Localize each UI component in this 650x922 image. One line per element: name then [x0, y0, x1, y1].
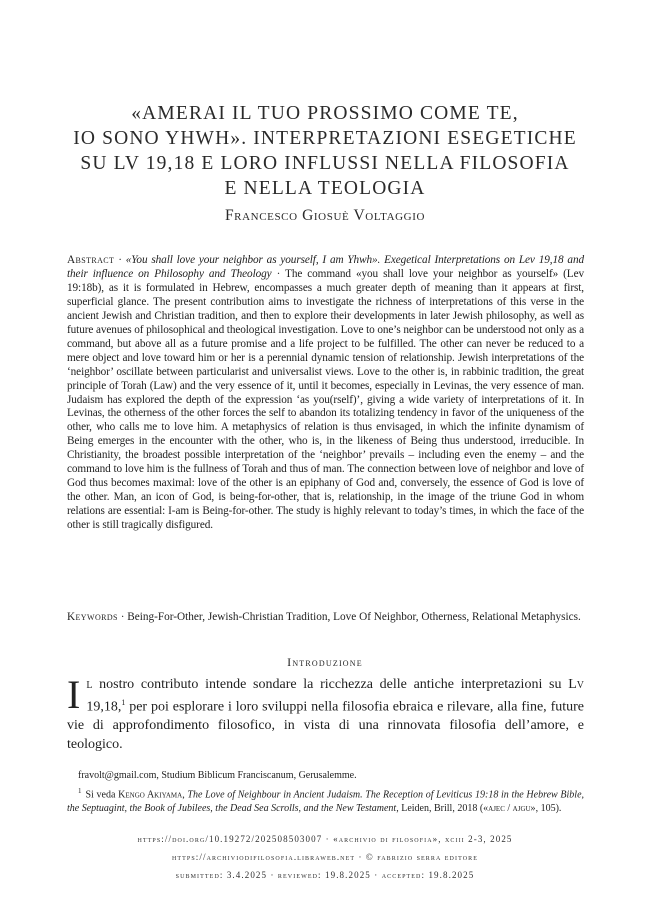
footnote-marker[interactable]: 1: [121, 698, 126, 708]
footnote-1-sep: ,: [182, 789, 188, 801]
author-affiliation-note: fravolt@gmail.com, Studium Biblicum Franciscanum, Gerusalemme.: [78, 770, 357, 781]
body-text-1: nostro contributo intende sondare la ricchezza delle antiche interpretazioni su: [92, 677, 569, 692]
keywords-label: Keywords: [67, 611, 118, 623]
title-line-2: IO SONO YHWH». INTERPRETAZIONI ESEGETICHE: [73, 128, 577, 149]
journal-url-line[interactable]: https://archiviodifilosofia.libraweb.net · © fabrizio serra editore: [171, 852, 479, 862]
body-paragraph: [67, 672, 584, 754]
section-heading: Introduzione: [287, 655, 363, 669]
drop-cap: I: [67, 672, 81, 717]
doi-line[interactable]: https://doi.org/10.19272/202508503007 · «archivio di filosofia», xciii 2-3, 2025: [137, 834, 513, 844]
submission-dates: submitted: 3.4.2025 · reviewed: 19.8.2025 · accepted: 19.8.2025: [175, 870, 475, 880]
body-text-2: per poi esplorare i loro sviluppi nella filosofia ebraica e rilevare, alla fine, future vie di approfondimento filosofico, in vista di una rinnovata filosofia dell’amore, e teologico.: [67, 700, 584, 752]
abstract-english-title: «You shall love your neighbor as yourself, I am Yhwh». Exegetical Interpretations on Lev 19,18 and their influence on Philosophy and Theology: [67, 254, 584, 280]
article-title: [40, 101, 610, 201]
keywords-separator: ·: [117, 611, 128, 623]
footnote-1-publisher: , Leiden, Brill, 2018 (: [396, 802, 484, 814]
keywords-text: Being-For-Other, Jewish-Christian Tradition, Love Of Neighbor, Otherness, Relational Metaphysics.: [127, 611, 581, 623]
abstract-label: Abstract: [67, 254, 115, 266]
title-line-4: E NELLA TEOLOGIA: [224, 178, 426, 199]
abstract-separator: ·: [114, 254, 126, 266]
footnote-1-tail: , 105).: [535, 802, 562, 814]
author-name: Francesco Giosuè Voltaggio: [224, 207, 426, 224]
footnote-1-series: «ajec / ajgu»: [483, 802, 536, 814]
keywords: [67, 611, 584, 625]
footnote-1-book-title: The Love of Neighbour in Ancient Judaism. The Reception of Leviticus 19:18 in the Hebrew Bible, the Septuagint, the Book of Jubilees, the Dead Sea Scrolls, and the New Testament: [67, 789, 585, 814]
title-line-3: SU LV 19,18 E LORO INFLUSSI NELLA FILOSOFIA: [80, 153, 570, 174]
title-line-1: «AMERAI IL TUO PROSSIMO COME TE,: [131, 103, 519, 124]
first-word-rest: l: [86, 677, 93, 692]
footnote-1-number: 1: [78, 787, 82, 795]
abstract: [67, 254, 584, 533]
footnote-1-lead: Si veda: [85, 789, 119, 801]
footnote-1: [67, 785, 584, 815]
biblical-reference: Lv 19,18,: [86, 677, 584, 716]
abstract-text: · The command «you shall love your neighbor as yourself» (Lev 19:18b), as it is formulated in Hebrew, encompasses a much greater depth of meaning than it appears at first, superficial glance. The present contribution aims to investigate the richness of interpretations of this verse in the ancient Jewish and Christian tradition, and then to explore their developments in later Jewish philosophy, as well as future avenues of philosophical and theological investigation. Love to one’s neighbor can be understood not only as a command, but above all as a future promise and a life project to be fulfilled. The other can never be reduced to a mere object and love toward him or her is a perennial dynamic tension of relationship. Jewish interpretations of the ‘neighbor’ oscillate between particularist and universalist views. Love to the other is, in rabbinic tradition, the great principle of Torah (Law) and the very essence of it, until it becomes, especially in Levinas, the very essence of man. Judaism has explored the depth of the expression ‘as you(rself)’, giving a wide variety of interpretations of it. In Levinas, the otherness of the other forces the self to abandon its totalizing tendency in favor of the uniqueness of the other, who calls me to love him. A metaphysics of relation is thus envisaged, in which the infinite dynamism of Being emerges in the encounter with the other, who is, in the likeness of Being thus understood, irreducible. In Christianity, the broadest possible interpretation of the ‘neighbor’ prevails – including even the enemy – and the command to love him is the fullness of Torah and thus of man. The connection between love of neighbor and love of God thus becomes maximal: love of the other is an epiphany of God and, conversely, the essence of God is love of the other. Man, an icon of God, is being-for-other, that is, relationship, in the image of the triune God in whom relations are essential: I-am is Being-for-other. The study is highly relevant to today’s times, in which the face of the other is still tragically disfigured.: [67, 267, 584, 532]
footnote-1-author: Kengo Akiyama: [118, 789, 183, 801]
